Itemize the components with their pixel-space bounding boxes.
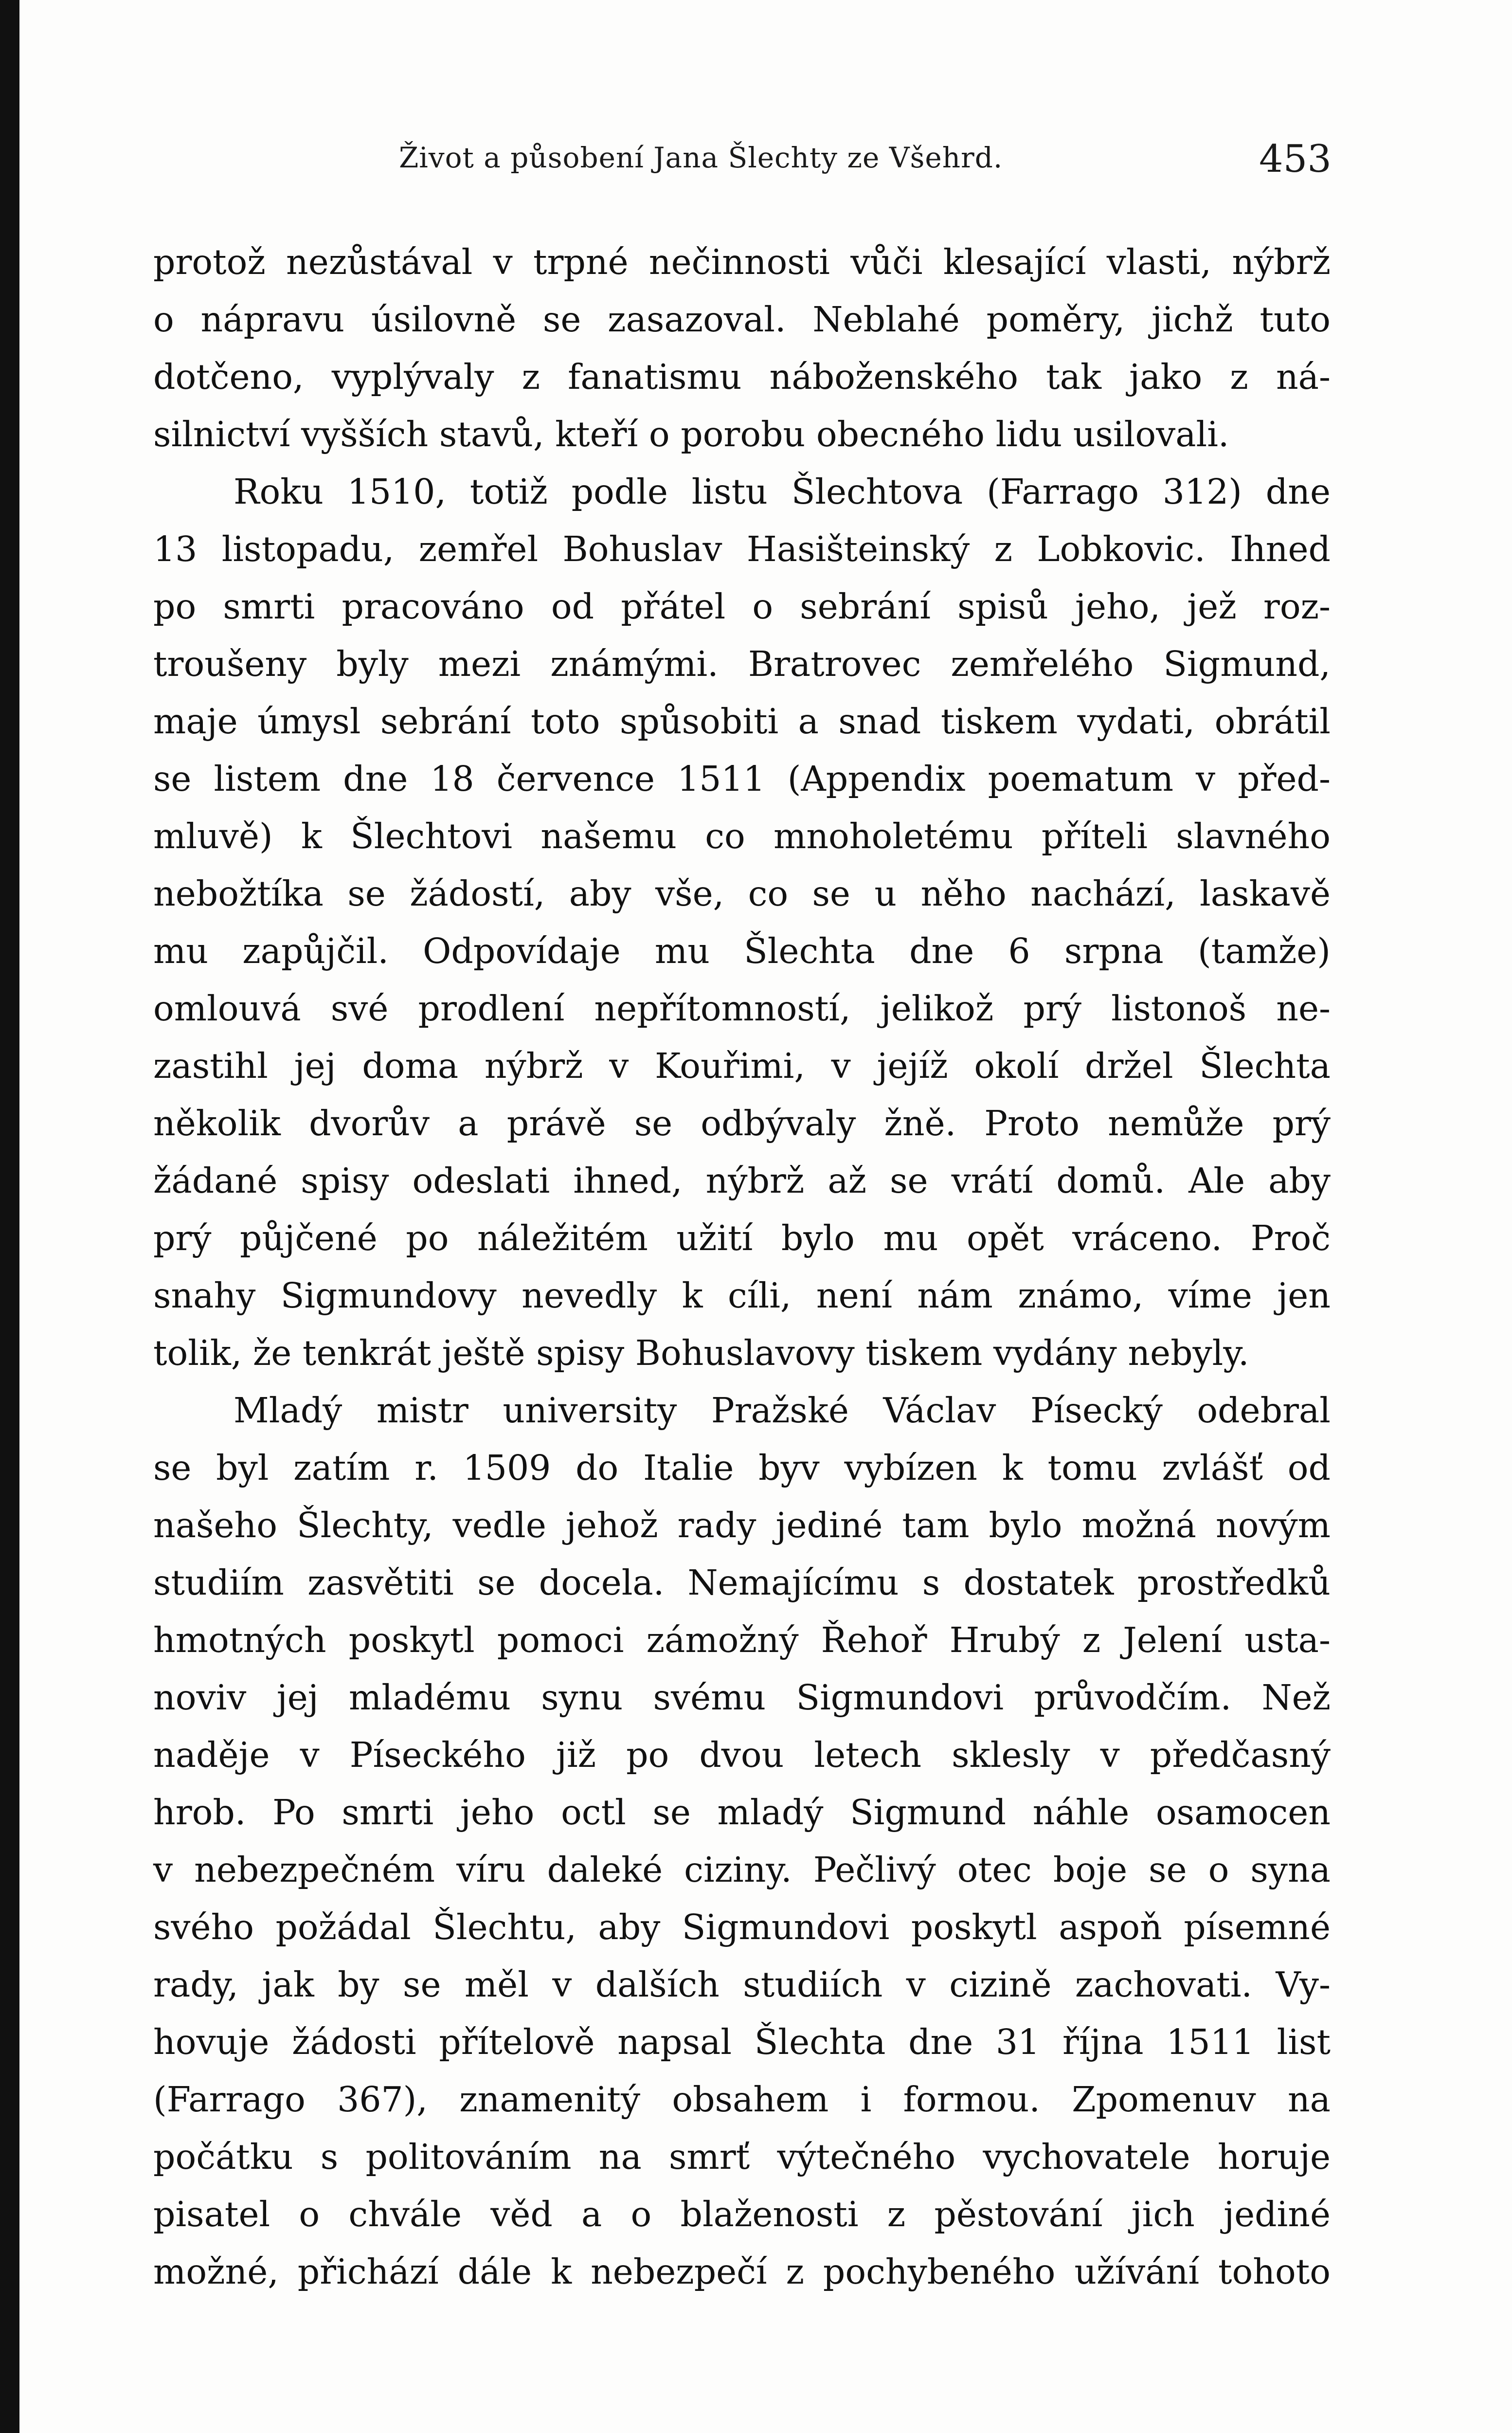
text-line: Roku 1510, totiž podle listu Šlechtova (Farrago 312) dne [234,472,1331,512]
text-line: noviv jej mladému synu svému Sigmundovi průvodčím. Než [153,1677,1331,1718]
text-line: prý půjčené po náležitém užití bylo mu opět vráceno. Proč [153,1218,1331,1258]
text-line: možné, přichází dále k nebezpečí z pochybeného užívání tohoto [153,2251,1331,2292]
text-line: našeho Šlechty, vedle jehož rady jediné tam bylo možná novým [153,1505,1331,1545]
text-line: se byl zatím r. 1509 do Italie byv vybízen k tomu zvlášť od [153,1448,1331,1488]
text-line: studiím zasvětiti se docela. Nemajícímu s dostatek prostředků [153,1562,1331,1603]
text-line: Mladý mistr university Pražské Václav Písecký odebral [234,1390,1331,1431]
text-line: se listem dne 18 července 1511 (Appendix poematum v před- [153,759,1331,799]
text-line: snahy Sigmundovy nevedly k cíli, není nám známo, víme jen [153,1275,1331,1316]
text-line: svého požádal Šlechtu, aby Sigmundovi poskytl aspoň písemné [153,1907,1331,1947]
text-line: omlouvá své prodlení nepřítomností, jelikož prý listonoš ne- [153,988,1331,1029]
text-line: mluvě) k Šlechtovi našemu co mnoholetému příteli slavného [153,816,1331,856]
text-line: počátku s politováním na smrť výtečného vychovatele horuje [153,2137,1331,2177]
text-line: hrob. Po smrti jeho octl se mladý Sigmund náhle osamocen [153,1792,1331,1833]
text-line: silnictví vyšších stavů, kteří o porobu obecného lidu usilovali. [153,414,1229,454]
text-line: protož nezůstával v trpné nečinnosti vůči klesající vlasti, nýbrž [153,242,1331,282]
text-line: nebožtíka se žádostí, aby vše, co se u něho nachází, laskavě [153,873,1331,914]
text-line: maje úmysl sebrání toto spůsobiti a snad tiskem vydati, obrátil [153,701,1331,742]
text-line: v nebezpečném víru daleké ciziny. Pečlivý otec boje se o syna [153,1850,1331,1890]
text-line: troušeny byly mezi známými. Bratrovec zemřelého Sigmund, [153,644,1331,684]
text-line: (Farrago 367), znamenitý obsahem i formou. Zpomenuv na [153,2079,1331,2120]
page-number: 453 [1259,137,1332,181]
text-line: mu zapůjčil. Odpovídaje mu Šlechta dne 6 srpna (tamže) [153,931,1331,971]
body-text [153,234,1331,2301]
text-line: naděje v Píseckého již po dvou letech sklesly v předčasný [153,1735,1331,1775]
text-line: hmotných poskytl pomoci zámožný Řehoř Hrubý z Jelení usta- [153,1620,1331,1660]
text-line: zastihl jej doma nýbrž v Kouřimi, v jejíž okolí držel Šlechta [153,1046,1331,1086]
running-title: Život a působení Jana Šlechty ze Všehrd. [399,141,1003,174]
text-line: o nápravu úsilovně se zasazoval. Neblahé poměry, jichž tuto [153,299,1331,340]
text-line: 13 listopadu, zemřel Bohuslav Hasišteinský z Lobkovic. Ihned [153,529,1331,569]
text-line: rady, jak by se měl v dalších studiích v cizině zachovati. Vy- [153,1964,1331,2005]
text-line: tolik, že tenkrát ještě spisy Bohuslavovy tiskem vydány nebyly. [153,1333,1249,1373]
text-line: dotčeno, vyplývaly z fanatismu náboženského tak jako z ná- [153,357,1331,397]
text-line: několik dvorův a právě se odbývaly žně. Proto nemůže prý [153,1103,1331,1144]
text-line: pisatel o chvále věd a o blaženosti z pěstování jich jediné [153,2194,1331,2234]
text-line: žádané spisy odeslati ihned, nýbrž až se vrátí domů. Ale aby [153,1161,1331,1201]
text-line: hovuje žádosti přítelově napsal Šlechta dne 31 října 1511 list [153,2022,1331,2062]
text-line: po smrti pracováno od přátel o sebrání spisů jeho, jež roz- [153,586,1331,627]
